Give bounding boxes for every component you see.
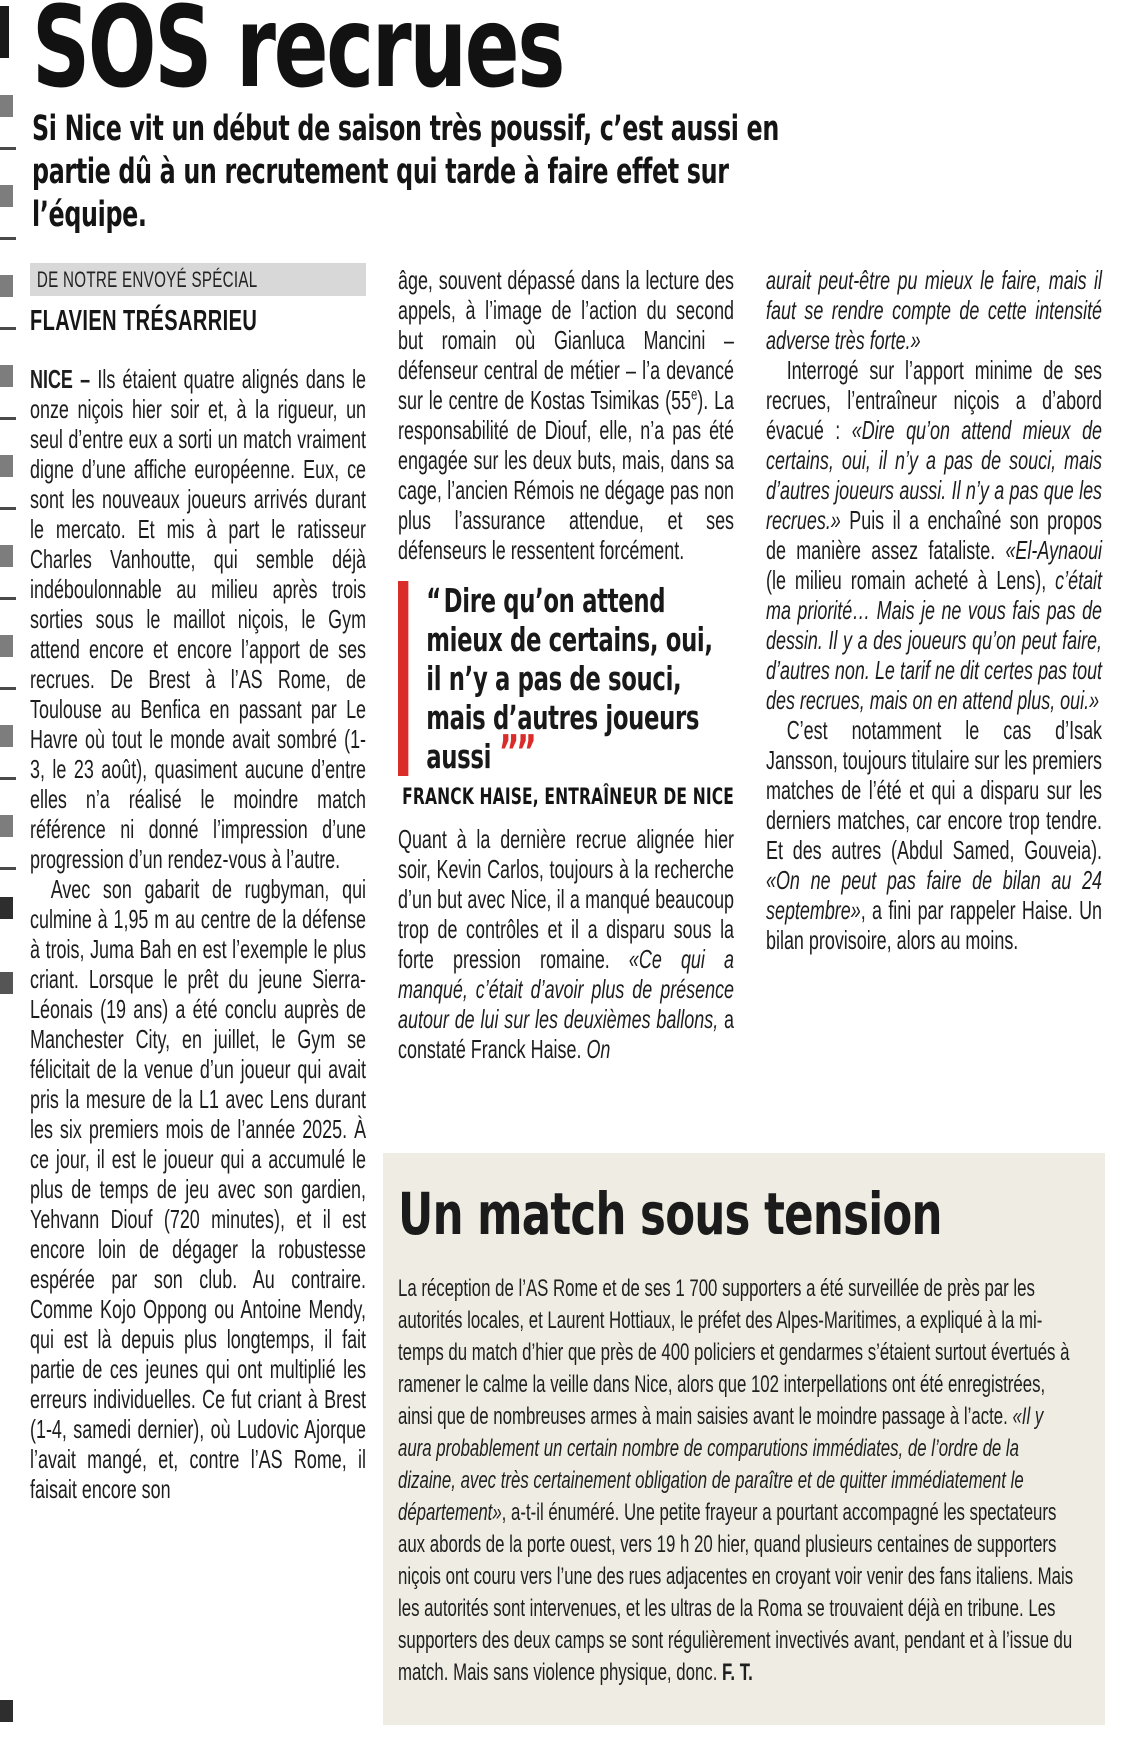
pull-quote-text (426, 581, 734, 779)
article-column-3 (766, 263, 1104, 1147)
pull-quote-body (398, 581, 734, 779)
article-headline: SOS recrues (32, 0, 564, 113)
sidebar-box-title: Un match sous tension (398, 1180, 942, 1248)
article-column-2 (398, 263, 734, 1153)
page-edge-marks (0, 95, 16, 895)
article-column-1 (30, 263, 366, 1743)
open-quote-icon: “ (426, 581, 441, 620)
pull-quote-attribution: FRANCK HAISE, ENTRAÎNEUR DE NICE (402, 784, 734, 810)
sidebar-box-body: La réception de l’AS Rome et de ses 1 700 supporters a été surveillée de près par les autorités locales, et Laurent Hottiaux, le préfet des Alpes-Maritimes, a expliqué à la mi-temps du match d’hier que près de 400 policiers et gendarmes s’étaient surtout évertués à ramener le calme la veille dans Nice, alors que 102 interpellations ont été enregistrées, ainsi que de nombreuses armes à main saisies avant le moindre passage à l’acte. «Il y aura probablement un certain nombre de comparutions immédiates, de l’ordre de la dizaine, avec très certainement obligation de paraître et de quitter immédiatement le département», a-t-il énuméré. Une petite frayeur a pourtant accompagné les spectateurs aux abords de la porte ouest, vers 19 h 20 hier, quand plusieurs centaines de supporters niçois ont couru vers l’une des rues adjacentes en croyant voir venir des fans italiens. Mais les autorités sont intervenues, et les ultras de la Roma se trouvaient déjà en tribune. Les supporters des deux camps se sont régulièrement invectivés avant, pendant et à l’issue du match. Mais sans violence physique, donc. F. T. (398, 1275, 1074, 1686)
page-edge-mark (0, 897, 13, 919)
column-3-text: aurait peut-être pu mieux le faire, mais il faut se rendre compte de cette intensité adverse très forte.» Interrogé sur l’apport minime de ses recrues, l’entraîneur niçois a d’abord évacué : «Dire qu’on attend mieux de certains, oui, il n’y a pas de souci, mais d’autres joueurs aussi. Il n’y a pas que les recrues.» Puis il a enchaîné son propos de manière assez fataliste. «El-Aynaoui (le milieu romain acheté à Lens), c’était ma priorité… Mais je ne vous fais pas de dessin. Il y a des joueurs qu’on peut faire, d’autres non. Le tarif ne dit certes pas tout des recrues, mais on en attend plus, oui.» C’est notamment le cas d’Isak Jansson, toujours titulaire sur les premiers matches de l’été et qui a disparu sur les derniers matches, car encore trop tendre. Et des autres (Abdul Samed, Gouveia). «On ne peut pas faire de bilan au 24 septembre», a fini par rappeler Haise. Un bilan provisoire, alors au moins. (766, 265, 1103, 955)
sidebar-box (383, 1153, 1105, 1725)
byline: FLAVIEN TRÉSARRIEU (30, 305, 258, 337)
column-1-text: NICE – Ils étaient quatre alignés dans le onze niçois hier soir et, à la rigueur, un seul d’entre eux a sorti un match vraiment digne d’une affiche européenne. Eux, ce sont les nouveaux joueurs arrivés durant le mercato. Et mis à part le ratisseur Charles Vanhoutte, qui semble déjà indéboulonnable au milieu après trois sorties sous le maillot niçois, le Gym attend encore et encore l’apport de ses recrues. De Brest à l’AS Rome, de Toulouse au Benfica en passant par Le Havre où tout le monde avait sombré (1-3, le 23 août), quasiment aucune d’entre elles n’a réalisé le moindre match référence ni donné l’impression d’une progression d’un rendez-vous à l’autre. Avec son gabarit de rugbyman, qui culmine à 1,95 m au centre de la défense à trois, Juma Bah en est l’exemple le plus criant. Lorsque le prêt du jeune Sierra-Léonais (19 ans) a été conclu auprès de Manchester City, en juillet, le Gym se félicitait de la venue d’un joueur qui avait pris la mesure de la L1 avec Lens durant les six premiers mois de l’année 2025. À ce jour, il est le joueur qui a accumulé le plus de temps de jeu avec son gardien, Yehvann Diouf (720 minutes), et il est encore loin de dégager la robustesse espérée par son club. Au contraire. Comme Kojo Oppong ou Antoine Mendy, qui est là depuis plus longtemps, il fait partie de ces jeunes qui ont multiplié les erreurs individuelles. Ce fut criant à Brest (1-4, samedi dernier), où Ludovic Ajorque l’avait mangé, et, contre l’AS Rome, il faisait encore son (30, 364, 366, 1504)
column-2-text-top: âge, souvent dépassé dans la lecture des appels, à l’image de l’action du second but romain où Gianluca Mancini – défenseur central de métier – l’a devancé sur le centre de Kostas Tsimikas (55e). La responsabilité de Diouf, elle, n’a pas été engagée sur les deux buts, mais, dans sa cage, l’ancien Rémois ne dégage pas non plus l’assurance attendue, et ses défenseurs le ressentent forcément. (398, 265, 734, 565)
article-standfirst: Si Nice vit un début de saison très poussif, c’est aussi en partie dû à un recrutement qui tarde à faire effet sur l’équipe. (32, 109, 779, 235)
close-quote-icon: ”” (498, 725, 534, 779)
kicker: DE NOTRE ENVOYÉ SPÉCIAL (30, 263, 366, 296)
page-edge-mark (0, 972, 13, 994)
column-2-text-bottom: Quant à la dernière recrue alignée hier soir, Kevin Carlos, toujours à la recherche d’un but avec Nice, il a manqué beaucoup trop de contrôles et il a disparu sous la forte pression romaine. «Ce qui a manqué, c’était d’avoir plus de présence autour de lui sur les deuxièmes ballons, a constaté Franck Haise. On (398, 824, 734, 1064)
pull-quote-words: Dire qu’on attend mieux de certains, oui, il n’y a pas de souci, mais d’autres joueurs aussi (426, 581, 713, 776)
page-edge-mark (0, 6, 9, 58)
page-edge-mark (0, 1700, 13, 1722)
pull-quote (398, 581, 734, 810)
